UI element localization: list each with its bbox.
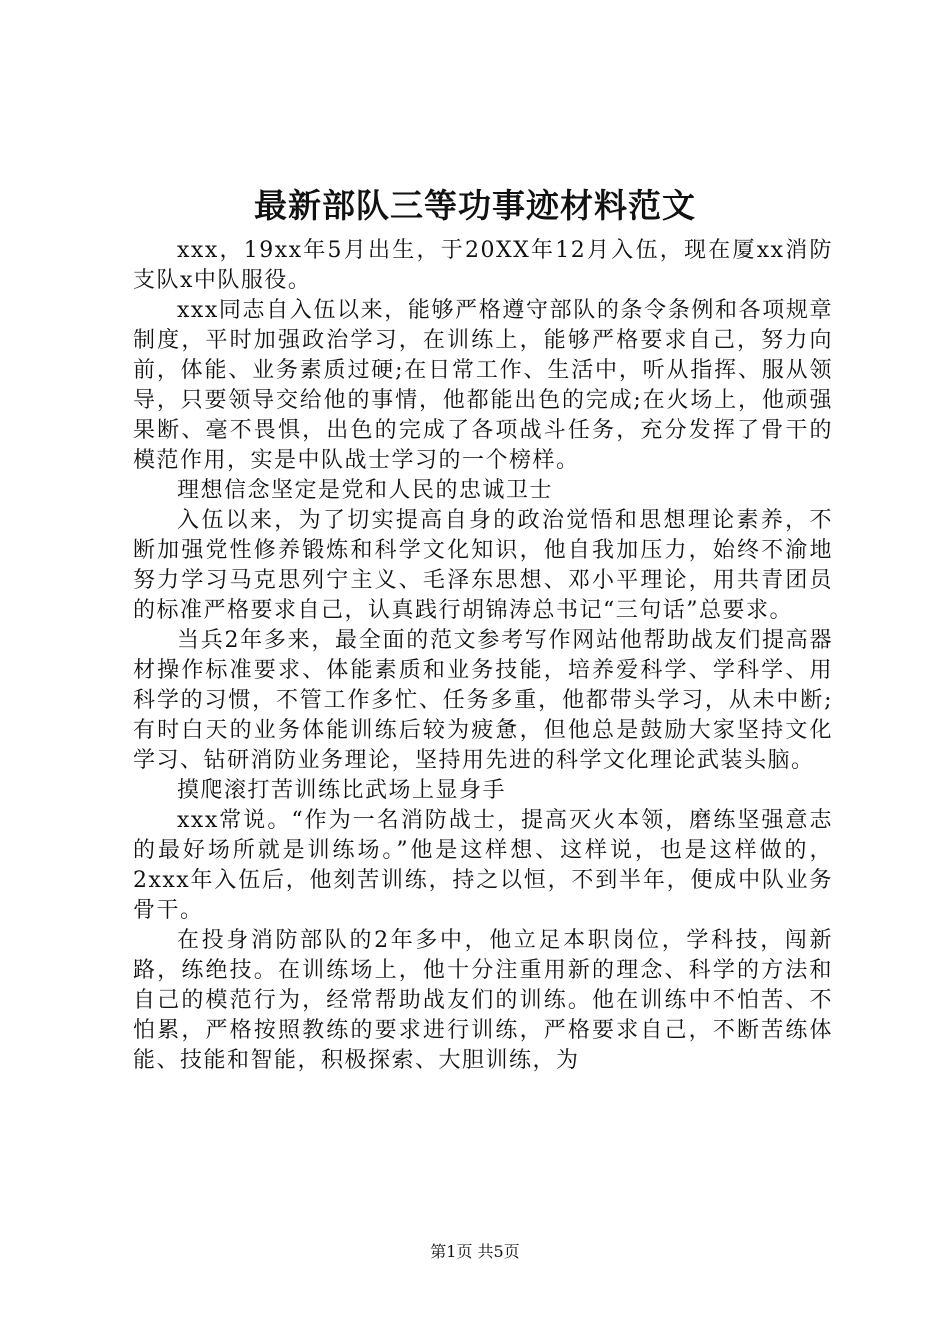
section-heading-training: 摸爬滚打苦训练比武场上显身手 (177, 778, 507, 803)
page-footer: 第1页 共5页 (430, 1242, 520, 1261)
paragraph-skills: 在投身消防部队的2年多中，他立足本职岗位，学科技，闯新路，练绝技。在训练场上，他十分注重用新的理念、科学的方法和自己的模范行为，经常帮助战友们的训练。他在训练中不怕苦、不怕累，严格按照教练的要求进行训练，严格要求自己，不断苦练体能、技能和智能，积极探索、大胆训练，为 (133, 928, 833, 1073)
section-heading-ideals: 理想信念坚定是党和人民的忠诚卫士 (177, 478, 554, 503)
document-title: 最新部队三等功事迹材料范文 (254, 186, 696, 225)
document-body (133, 236, 833, 1076)
paragraph-ideals: 入伍以来，为了切实提高自身的政治觉悟和思想理论素养，不断加强党性修养锻炼和科学文化知识，他自我加压力，始终不渝地努力学习马克思列宁主义、毛泽东思想、邓小平理论，用共青团员的标准严格要求自己，认真践行胡锦涛总书记“三句话”总要求。 (133, 508, 833, 623)
paragraph-training: xxx常说。“作为一名消防战士，提高灭火本领，磨练坚强意志的最好场所就是训练场。”他是这样想、这样说，也是这样做的，2xxx年入伍后，他刻苦训练，持之以恒，不到半年，便成中队业务骨干。 (133, 808, 833, 923)
paragraph-intro: xxx，19xx年5月出生，于20XX年12月入伍，现在厦xx消防支队x中队服役。 (133, 238, 833, 293)
paragraph-study: 当兵2年多来，最全面的范文参考写作网站他帮助战友们提高器材操作标准要求、体能素质和业务技能，培养爱科学、学科学、用科学的习惯，不管工作多忙、任务多重，他都带头学习，从未中断;有时白天的业务体能训练后较为疲惫，但他总是鼓励大家坚持文化学习、钻研消防业务理论，坚持用先进的科学文化理论武装头脑。 (133, 628, 833, 773)
paragraph-summary: xxx同志自入伍以来，能够严格遵守部队的条令条例和各项规章制度，平时加强政治学习，在训练上，能够严格要求自己，努力向前，体能、业务素质过硬;在日常工作、生活中，听从指挥、服从领导，只要领导交给他的事情，他都能出色的完成;在火场上，他顽强果断、毫不畏惧，出色的完成了各项战斗任务，充分发挥了骨干的模范作用，实是中队战士学习的一个榜样。 (133, 298, 833, 473)
